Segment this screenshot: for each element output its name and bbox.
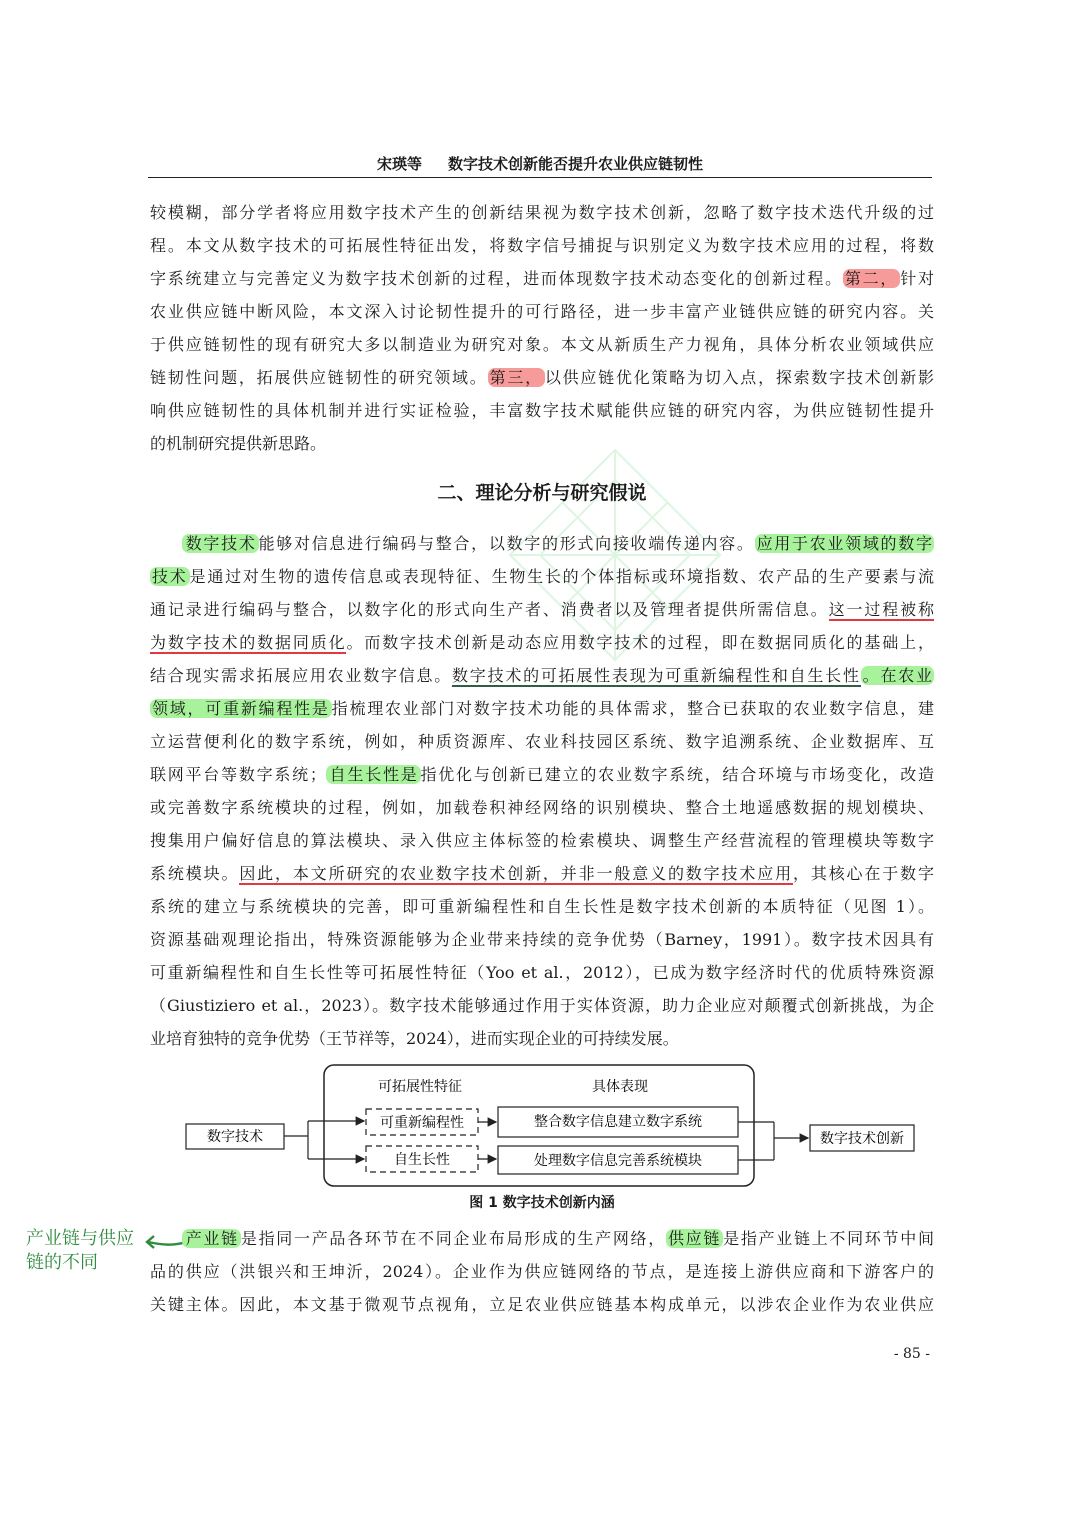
- highlight-in-agri: 。在农业: [862, 666, 932, 685]
- text-line: 通记录进行编码与整合，以数字化的形式向生产者、消费者以及管理者提供所需信息。这一过程被称: [150, 600, 934, 619]
- text-line: 资源基础观理论指出，特殊资源能够为企业带来持续的竞争优势（Barney，1991）。数字技术因具有: [150, 930, 934, 949]
- text-line: 系统模块。因此，本文所研究的农业数字技术创新，并非一般意义的数字技术应用，其核心在于数字: [150, 864, 934, 883]
- text-line: （Giustiziero et al.，2023）。数字技术能够通过作用于实体资源，助力企业应对颠覆式创新挑战，为企: [150, 996, 934, 1015]
- text-line: 较模糊，部分学者将应用数字技术产生的创新结果视为数字技术创新，忽略了数字技术迭代升级的过: [150, 203, 934, 222]
- text-line: 产业链 是指同一产品各环节在不同企业布局形成的生产网络， 供应链 是指产业链上不同环节中间: [184, 1229, 934, 1248]
- label-output: 数字技术创新: [820, 1131, 904, 1147]
- highlight-digital-tech: 数字技术: [184, 534, 257, 553]
- text-line: 程。本文从数字技术的可拓展性特征出发，将数字信号捕捉与识别定义为数字技术应用的过程，将数: [150, 236, 934, 255]
- highlight-tech: 技术: [152, 567, 188, 586]
- text-line: 响供应链韧性的具体机制并进行实证检验，丰富数字技术赋能供应链的研究内容，为供应链韧性提升: [150, 401, 934, 420]
- label-digital-tech: 数字技术: [207, 1129, 263, 1145]
- text-line: 于供应链韧性的现有研究大多以制造业为研究对象。本文从新质生产力视角，具体分析农业领域供应: [150, 335, 934, 354]
- highlight-reprogrammable: 领域，可重新编程性是: [152, 699, 330, 718]
- figure-caption: 图 1 数字技术创新内涵: [469, 1195, 615, 1211]
- text-line: 搜集用户偏好信息的算法模块、录入供应主体标签的检索模块、调整生产经营流程的管理模块等数字: [150, 831, 934, 850]
- paragraph-supply-chain: [150, 1222, 934, 1321]
- text-line: 系统的建立与系统模块的完善，即可重新编程性和自生长性是数字技术创新的本质特征（见图 1）。: [150, 897, 934, 916]
- underline-homogenization: 为数字技术的数据同质化: [150, 633, 347, 652]
- section-title: 二、理论分析与研究假说: [437, 482, 647, 504]
- label-expression1: 整合数字信息建立数字系统: [534, 1114, 702, 1130]
- margin-note-line2: 链的不同: [26, 1252, 98, 1273]
- header-features: 可拓展性特征: [378, 1079, 462, 1095]
- text-line: 可重新编程性和自生长性等可拓展性特征（Yoo et al.，2012），已成为数字经济时代的优质特殊资源: [150, 963, 934, 982]
- highlight-industry-chain: 产业链: [184, 1229, 239, 1248]
- figure-diagram: [180, 1060, 920, 1190]
- margin-note: [26, 1227, 134, 1275]
- margin-note-line1: 产业链与供应: [26, 1228, 134, 1249]
- text-line: 的机制研究提供新思路。: [150, 434, 327, 453]
- underline-process: 这一过程被称: [828, 600, 934, 619]
- text-line: 领域，可重新编程性是 指梳理农业部门对数字技术功能的具体需求，整合已获取的农业数字信息，建: [152, 699, 934, 718]
- text-line: 结合现实需求拓展应用农业数字信息。数字技术的可拓展性表现为可重新编程性和自生长性 。在农业: [150, 666, 932, 685]
- highlight-second: 第二，: [844, 269, 899, 288]
- text-line: 为数字技术的数据同质化。而数字技术创新是动态应用数字技术的过程，即在数据同质化的基础上，: [150, 633, 934, 652]
- highlight-third: 第三，: [489, 368, 543, 387]
- text-line: 品的供应（洪银兴和王坤沂，2024）。企业作为供应链网络的节点，是连接上游供应商和下游客户的: [150, 1262, 934, 1281]
- page-number: - 85 -: [893, 1346, 930, 1362]
- underline-extensibility: 数字技术的可拓展性表现为可重新编程性和自生长性: [452, 666, 861, 685]
- header-authors: 宋瑛等: [376, 155, 422, 173]
- text-line: 数字技术 能够对信息进行编码与整合，以数字的形式向接收端传递内容。 应用于农业领域的数字: [184, 534, 932, 553]
- text-line: 关键主体。因此，本文基于微观节点视角，立足农业供应链基本构成单元，以涉农企业作为农业供应: [150, 1295, 934, 1314]
- paragraph-contributions: [150, 196, 934, 460]
- text-line: 立运营便利化的数字系统，例如，种质资源库、农业科技园区系统、数字追溯系统、企业数据库、互: [150, 732, 934, 751]
- label-expression2: 处理数字信息完善系统模块: [534, 1153, 702, 1169]
- header-title: 数字技术创新能否提升农业供应链韧性: [448, 155, 704, 173]
- text-line: 链韧性问题，拓展供应链韧性的研究领域。 第三， 以供应链优化策略为切入点，探索数字技术创新影: [150, 368, 934, 387]
- text-line: 或完善数字系统模块的过程，例如，加载卷积神经网络的识别模块、整合土地遥感数据的规划模块、: [150, 798, 934, 817]
- underline-innovation-def: 因此，本文所研究的农业数字技术创新，并非一般意义的数字技术应用: [239, 864, 793, 883]
- paragraph-theory: [150, 527, 934, 1055]
- text-line: 业培育独特的竞争优势（王节祥等，2024），进而实现企业的可持续发展。: [150, 1029, 679, 1048]
- text-line: 农业供应链中断风险，本文深入讨论韧性提升的可行路径，进一步丰富产业链供应链的研究内容。关: [150, 302, 934, 321]
- label-feature1: 可重新编程性: [380, 1115, 464, 1131]
- text-line: 技术 是通过对生物的遗传信息或表现特征、生物生长的个体指标或环境指数、农产品的生产要素与流: [152, 567, 934, 586]
- header-rule: [148, 177, 932, 178]
- text-line: 字系统建立与完善定义为数字技术创新的过程，进而体现数字技术动态变化的创新过程。 第二， 针对: [150, 269, 934, 288]
- highlight-agri-digital: 应用于农业领域的数字: [756, 534, 932, 553]
- label-feature2: 自生长性: [394, 1152, 450, 1168]
- running-header: [148, 153, 932, 174]
- highlight-supply-chain: 供应链: [667, 1229, 722, 1248]
- highlight-self-growth: 自生长性是: [327, 765, 419, 784]
- text-line: 联网平台等数字系统； 自生长性是 指优化与创新已建立的农业数字系统，结合环境与市场变化，改造: [150, 765, 934, 784]
- header-expressions: 具体表现: [592, 1079, 648, 1095]
